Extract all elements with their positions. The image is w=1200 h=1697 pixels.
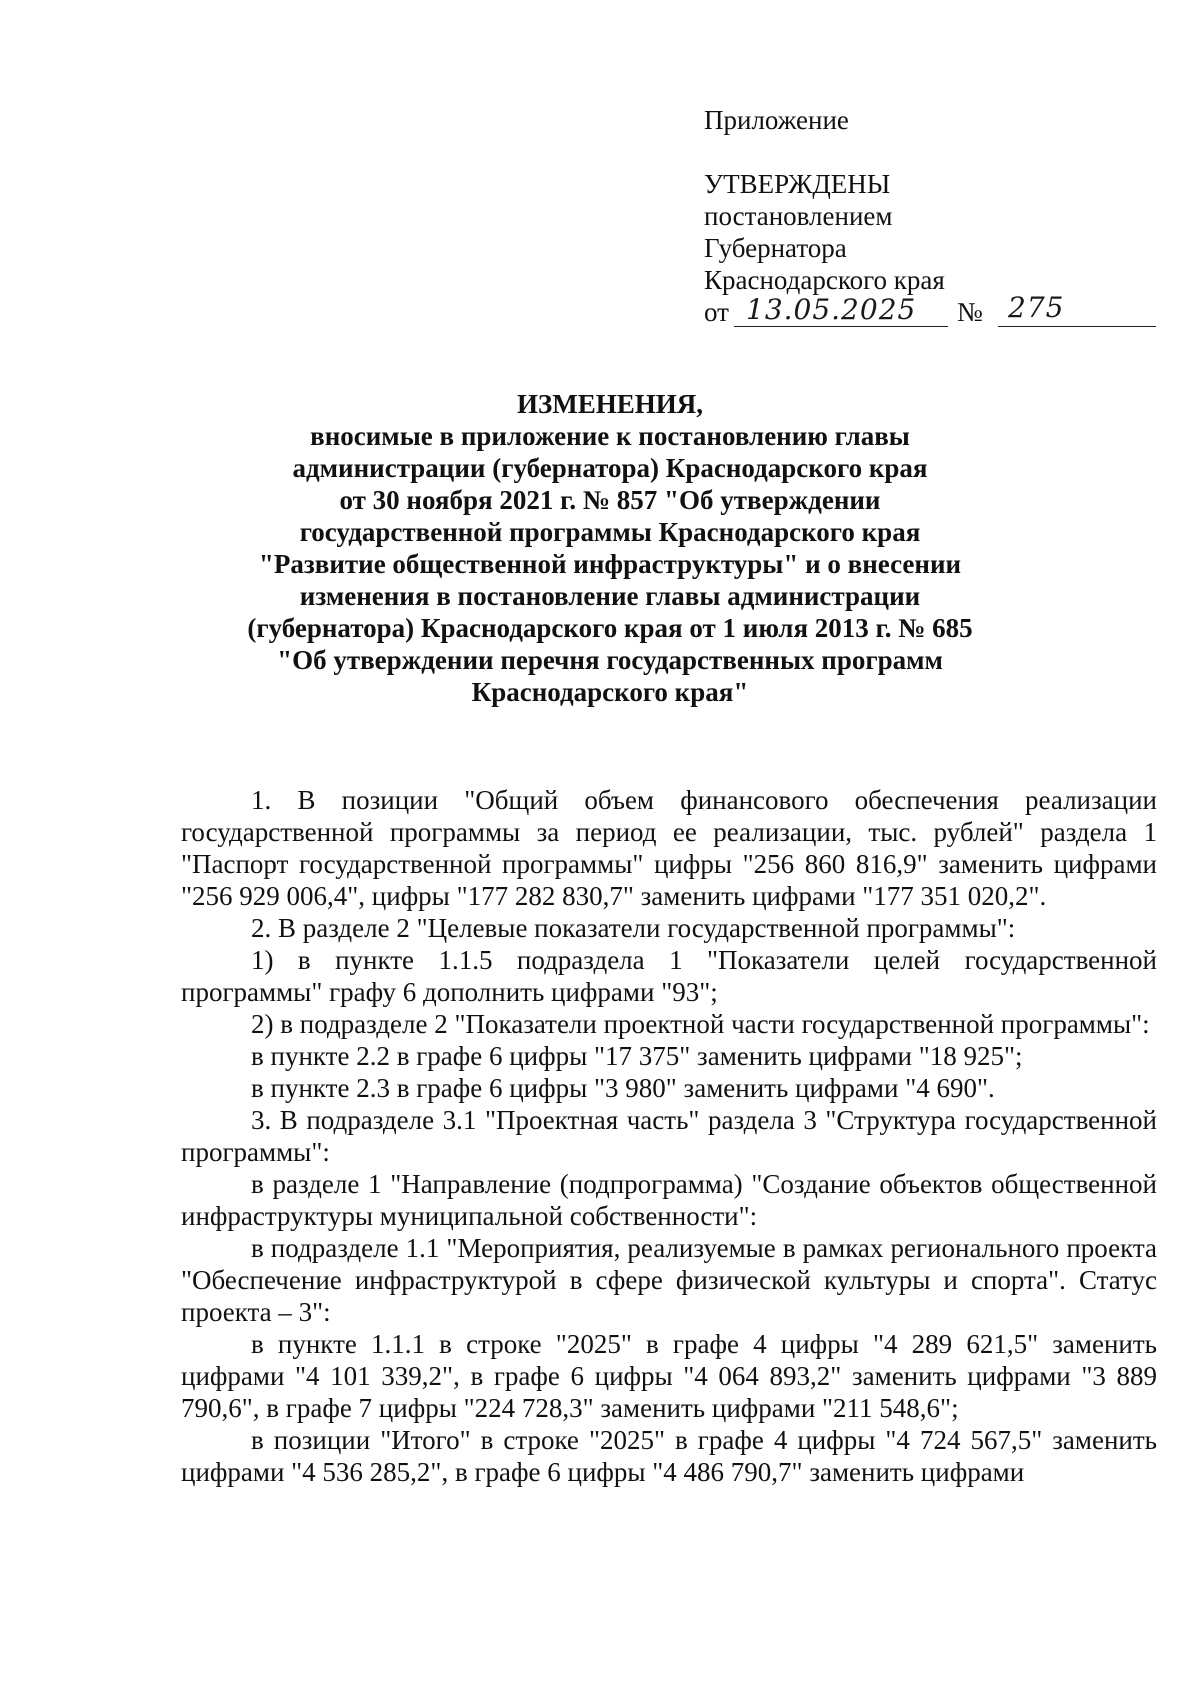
body-paragraph: 2) в подразделе 2 "Показатели проектной части государственной программы": [251, 1009, 1150, 1039]
title-line: вносимые в приложение к постановлению главы [310, 421, 910, 451]
approval-stamp-block [704, 168, 1065, 330]
approved-line: УТВЕРЖДЕНЫ [704, 169, 891, 199]
title-line: Краснодарского края" [471, 677, 749, 707]
number-underline [998, 326, 1156, 327]
body-paragraph: в пункте 2.3 в графе 6 цифры "3 980" заменить цифрами "4 690". [251, 1073, 995, 1103]
number-handwritten: 275 [1008, 291, 1065, 324]
approved-line: постановлением [704, 201, 893, 231]
date-handwritten: 13.05.2025 [746, 293, 917, 326]
number-sign: № [957, 297, 983, 327]
document-body [181, 784, 1157, 1488]
title-line: от 30 ноября 2021 г. № 857 "Об утверждении [339, 485, 881, 515]
appendix-label: Приложение [704, 105, 849, 135]
body-paragraph: 3. В подразделе 3.1 "Проектная часть" раздела 3 "Структура государственной программы": [181, 1105, 1157, 1167]
body-paragraph: 1. В позиции "Общий объем финансового обеспечения реализации государственной программы за период ее реализации, тыс. рублей" раздела 1 "Паспорт государственной программы" цифры "256 860 816,9" заменить цифрами "256 929 006,4", цифры "177 282 830,7" заменить цифрами "177 351 020,2". [181, 785, 1157, 911]
approved-line: Краснодарского края [704, 265, 945, 295]
title-line: "Развитие общественной инфраструктуры" и о внесении [258, 549, 962, 579]
body-paragraph: в подразделе 1.1 "Мероприятия, реализуемые в рамках регионального проекта "Обеспечение инфраструктурой в сфере физической культуры и спорта". Статус проекта – 3": [181, 1233, 1157, 1327]
title-line: государственной программы Краснодарского края [299, 517, 921, 547]
date-underline [734, 326, 948, 327]
approved-line: Губернатора [704, 233, 847, 263]
body-paragraph: 1) в пункте 1.1.5 подраздела 1 "Показатели целей государственной программы" графу 6 дополнить цифрами "93"; [181, 945, 1157, 1007]
date-number-line [704, 291, 1065, 330]
document-title [150, 388, 1070, 708]
title-line: изменения в постановление главы администрации [299, 581, 921, 611]
body-paragraph: в разделе 1 "Направление (подпрограмма) "Создание объектов общественной инфраструктуры муниципальной собственности": [181, 1169, 1157, 1231]
title-line: администрации (губернатора) Краснодарского края [292, 453, 928, 483]
body-paragraph: в позиции "Итого" в строке "2025" в графе 4 цифры "4 724 567,5" заменить цифрами "4 536 285,2", в графе 6 цифры "4 486 790,7" заменить цифрами [181, 1425, 1157, 1487]
body-paragraph: 2. В разделе 2 "Целевые показатели государственной программы": [251, 913, 1016, 943]
date-prefix: от [704, 297, 729, 327]
title-line: (губернатора) Краснодарского края от 1 июля 2013 г. № 685 [247, 613, 973, 643]
title-line: ИЗМЕНЕНИЯ, [516, 389, 703, 419]
body-paragraph: в пункте 1.1.1 в строке "2025" в графе 4 цифры "4 289 621,5" заменить цифрами "4 101 339,2", в графе 6 цифры "4 064 893,2" заменить цифрами "3 889 790,6", в графе 7 цифры "224 728,3" заменить цифрами "211 548,6"; [181, 1329, 1157, 1423]
title-line: "Об утверждении перечня государственных программ [277, 645, 943, 675]
body-paragraph: в пункте 2.2 в графе 6 цифры "17 375" заменить цифрами "18 925"; [251, 1041, 1023, 1071]
